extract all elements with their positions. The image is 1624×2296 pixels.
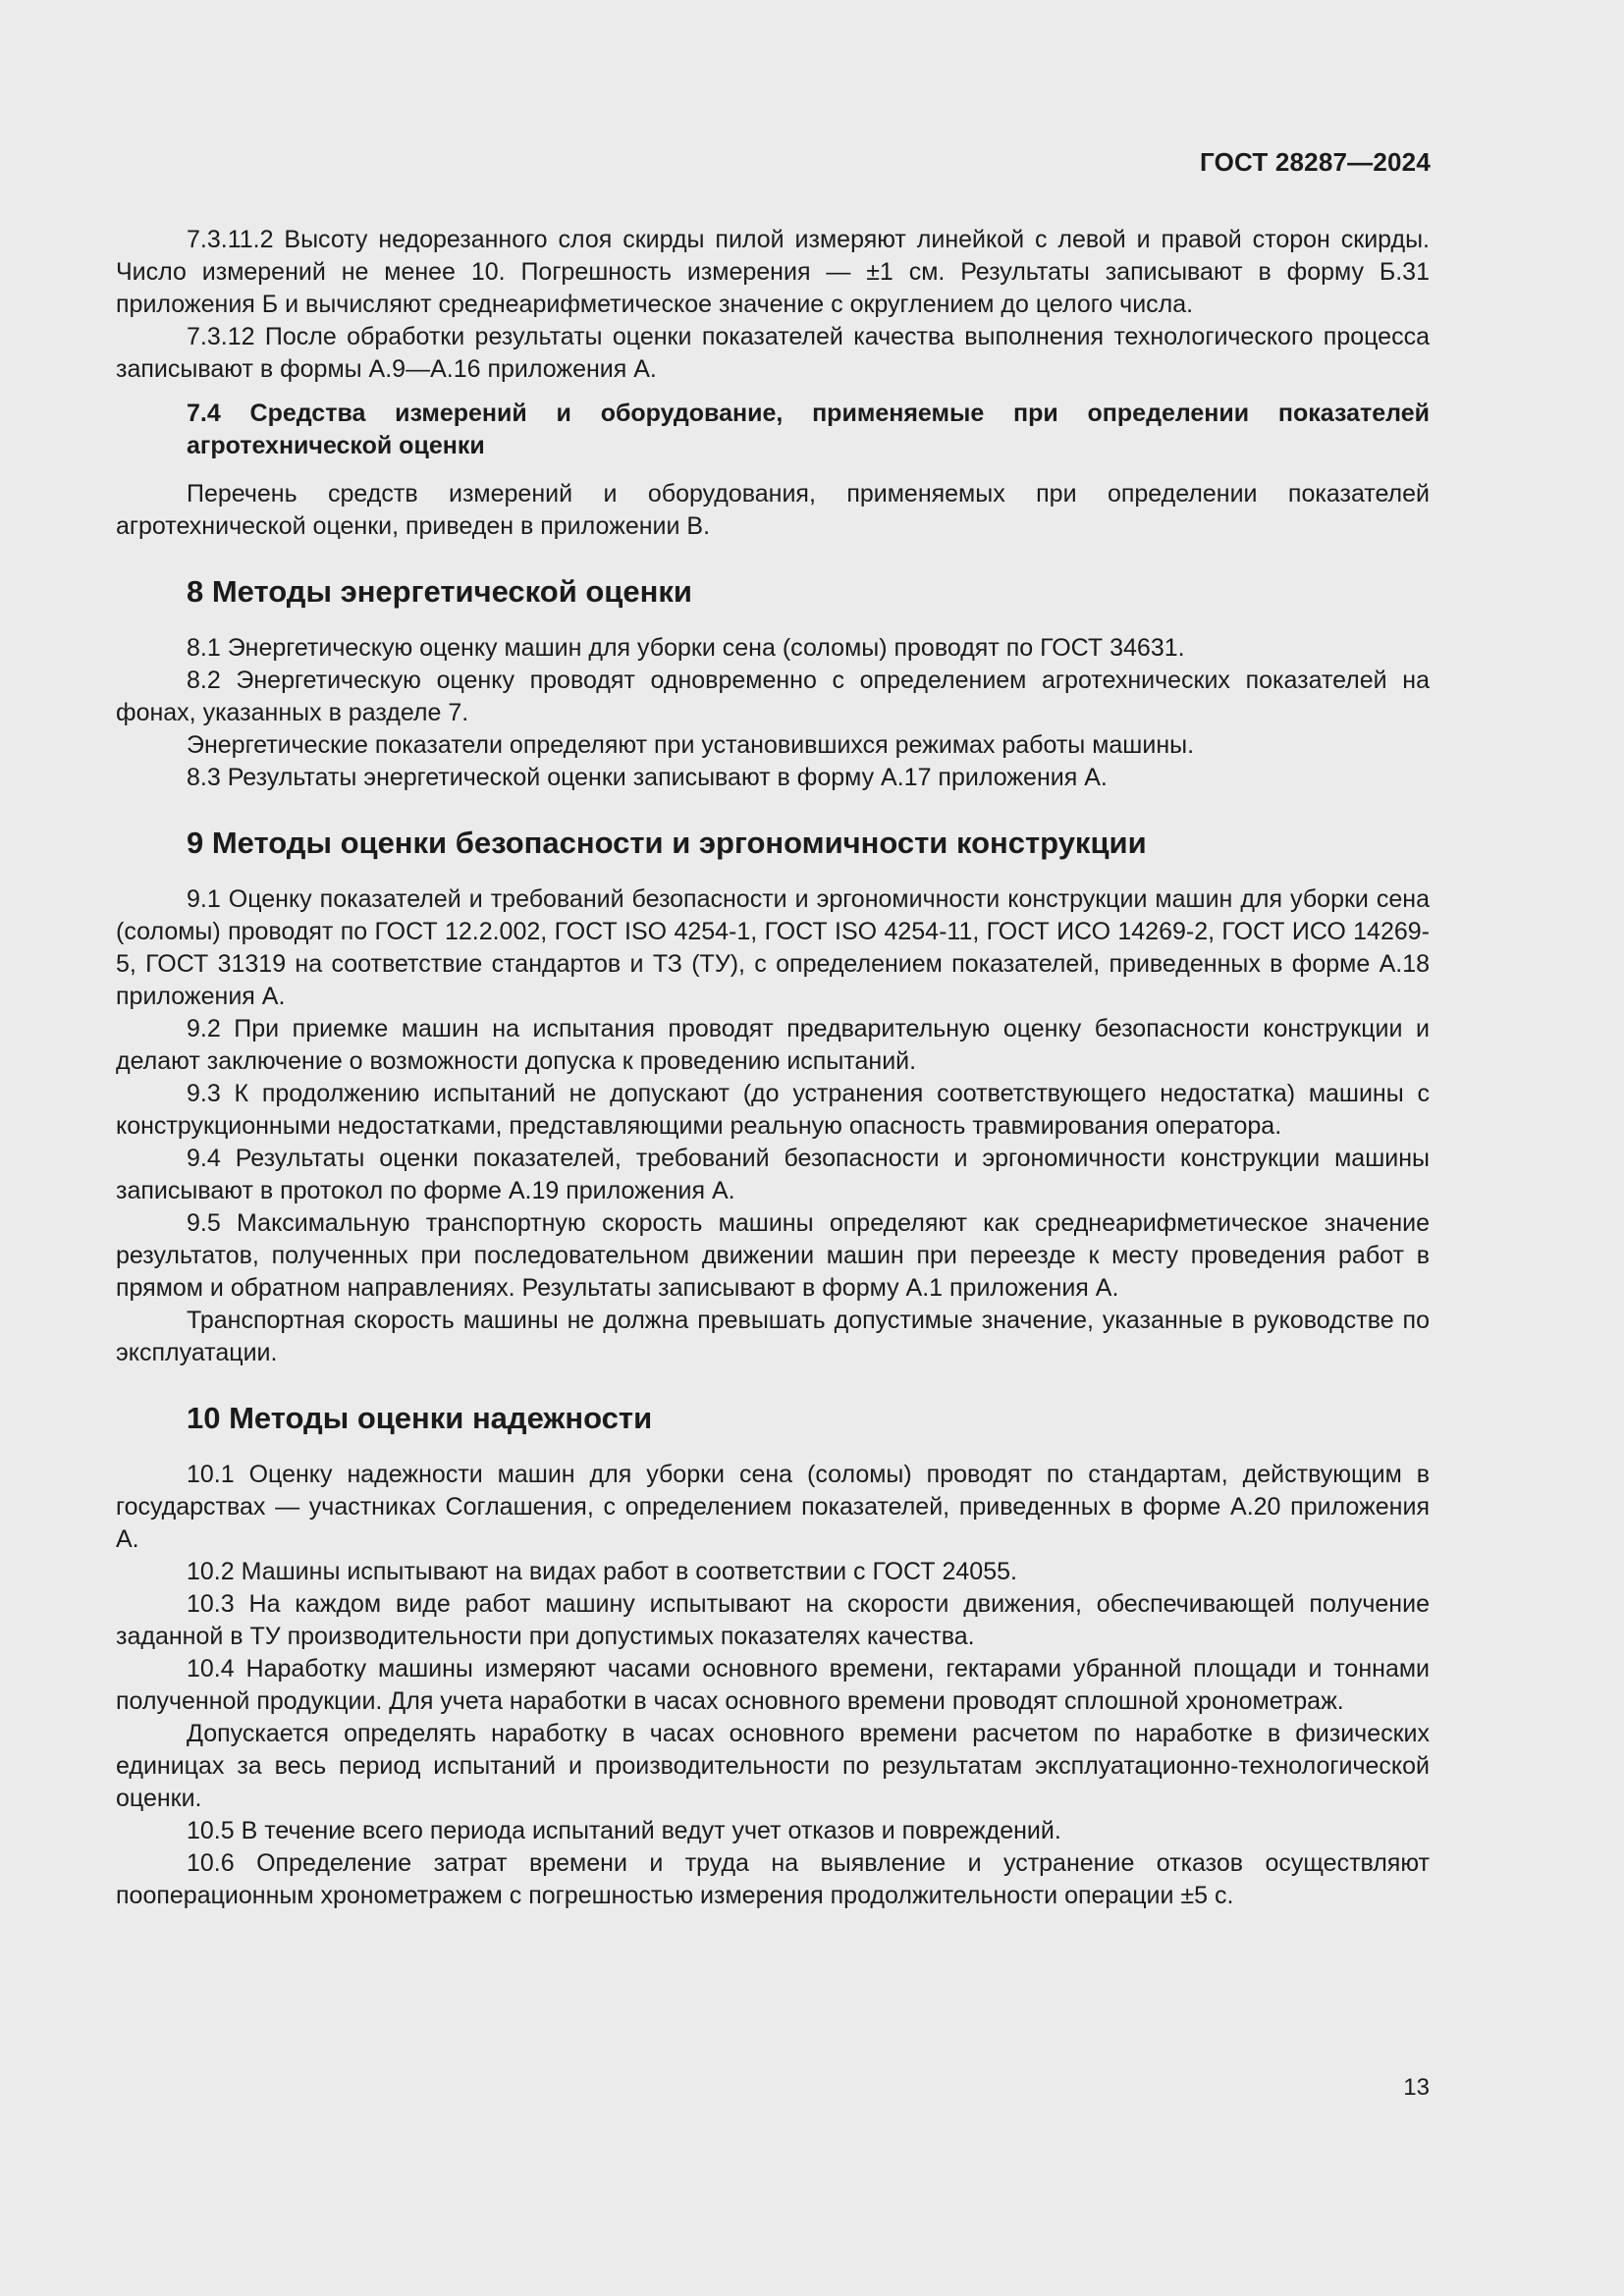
paragraph-8-3: 8.3 Результаты энергетической оценки записывают в форму А.17 приложения А. [187, 764, 1108, 791]
section-heading-10: 10 Методы оценки надежности [187, 1401, 653, 1435]
paragraph-7-3-12: 7.3.12 После обработки результаты оценки показателей качества выполнения технологического процесса записывают в формы А.9—А.16 приложения А. [116, 323, 1430, 383]
paragraph-9-3: 9.3 К продолжению испытаний не допускают (до устранения соответствующего недостатка) машины с конструкционными недостатками, представляющими реальную опасность травмирования оператора. [116, 1080, 1430, 1140]
paragraph-7-4: Перечень средств измерений и оборудования, применяемых при определении показателей агротехнической оценки, приведен в приложении В. [116, 480, 1430, 540]
paragraph-7-3-11-2: 7.3.11.2 Высоту недорезанного слоя скирды пилой измеряют линейкой с левой и правой сторон скирды. Число измерений не менее 10. Погрешность измерения — ±1 см. Результаты записывают в форму Б.31 приложения Б и вычисляют среднеарифметическое значение с округлением до целого числа. [116, 226, 1430, 318]
paragraph-10-2: 10.2 Машины испытывают на видах работ в соответствии с ГОСТ 24055. [187, 1558, 1017, 1585]
subsection-heading-7-4: 7.4 Средства измерений и оборудование, применяемые при определении показателей агротехнической оценки [187, 400, 1430, 459]
paragraph-9-1: 9.1 Оценку показателей и требований безопасности и эргономичности конструкции машин для уборки сена (соломы) проводят по ГОСТ 12.2.002, ГОСТ ISO 4254-1, ГОСТ ISO 4254-11, ГОСТ ИСО 14269-2, ГОСТ ИСО 14269-5, ГОСТ 31319 на соответствие стандартов и ТЗ (ТУ), с определением показателей, приведенных в форме А.18 приложения А. [116, 885, 1430, 1010]
paragraph-9-2: 9.2 При приемке машин на испытания проводят предварительную оценку безопасности конструкции и делают заключение о возможности допуска к проведению испытаний. [116, 1015, 1430, 1075]
paragraph-10-4: 10.4 Наработку машины измеряют часами основного времени, гектарами убранной площади и тоннами полученной продукции. Для учета наработки в часах основного времени проводят сплошной хронометраж. [116, 1655, 1430, 1715]
document-id-header: ГОСТ 28287—2024 [1200, 147, 1431, 177]
section-heading-9: 9 Методы оценки безопасности и эргономичности конструкции [187, 826, 1147, 860]
page-number: 13 [1403, 2074, 1430, 2101]
paragraph-8-1: 8.1 Энергетическую оценку машин для уборки сена (соломы) проводят по ГОСТ 34631. [187, 634, 1185, 662]
paragraph-10-3: 10.3 На каждом виде работ машину испытывают на скорости движения, обеспечивающей получение заданной в ТУ производительности при допустимых показателях качества. [116, 1590, 1430, 1650]
paragraph-10-6: 10.6 Определение затрат времени и труда на выявление и устранение отказов осуществляют пооперационным хронометражем с погрешностью измерения продолжительности операции ±5 с. [116, 1849, 1430, 1909]
paragraph-10-4-continued: Допускается определять наработку в часах основного времени расчетом по наработке в физических единицах за весь период испытаний и производительности по результатам эксплуатационно-технологической оценки. [116, 1720, 1430, 1812]
paragraph-8-2: 8.2 Энергетическую оценку проводят одновременно с определением агротехнических показателей на фонах, указанных в разделе 7. [116, 667, 1430, 726]
paragraph-9-5: 9.5 Максимальную транспортную скорость машины определяют как среднеарифметическое значение результатов, полученных при последовательном движении машин при переезде к месту проведения работ в прямом и обратном направлениях. Результаты записывают в форму А.1 приложения А. [116, 1209, 1430, 1302]
page-content [116, 224, 1430, 1912]
paragraph-9-4: 9.4 Результаты оценки показателей, требований безопасности и эргономичности конструкции машины записывают в протокол по форме А.19 приложения А. [116, 1145, 1430, 1204]
section-heading-8: 8 Методы энергетической оценки [187, 574, 692, 609]
paragraph-10-1: 10.1 Оценку надежности машин для уборки сена (соломы) проводят по стандартам, действующим в государствах — участниках Соглашения, с определением показателей, приведенных в форме А.20 приложения А. [116, 1461, 1430, 1553]
paragraph-9-5-continued: Транспортная скорость машины не должна превышать допустимые значение, указанные в руководстве по эксплуатации. [116, 1307, 1430, 1366]
paragraph-8-2-continued: Энергетические показатели определяют при установившихся режимах работы машины. [187, 731, 1195, 759]
paragraph-10-5: 10.5 В течение всего периода испытаний ведут учет отказов и повреждений. [187, 1817, 1061, 1844]
